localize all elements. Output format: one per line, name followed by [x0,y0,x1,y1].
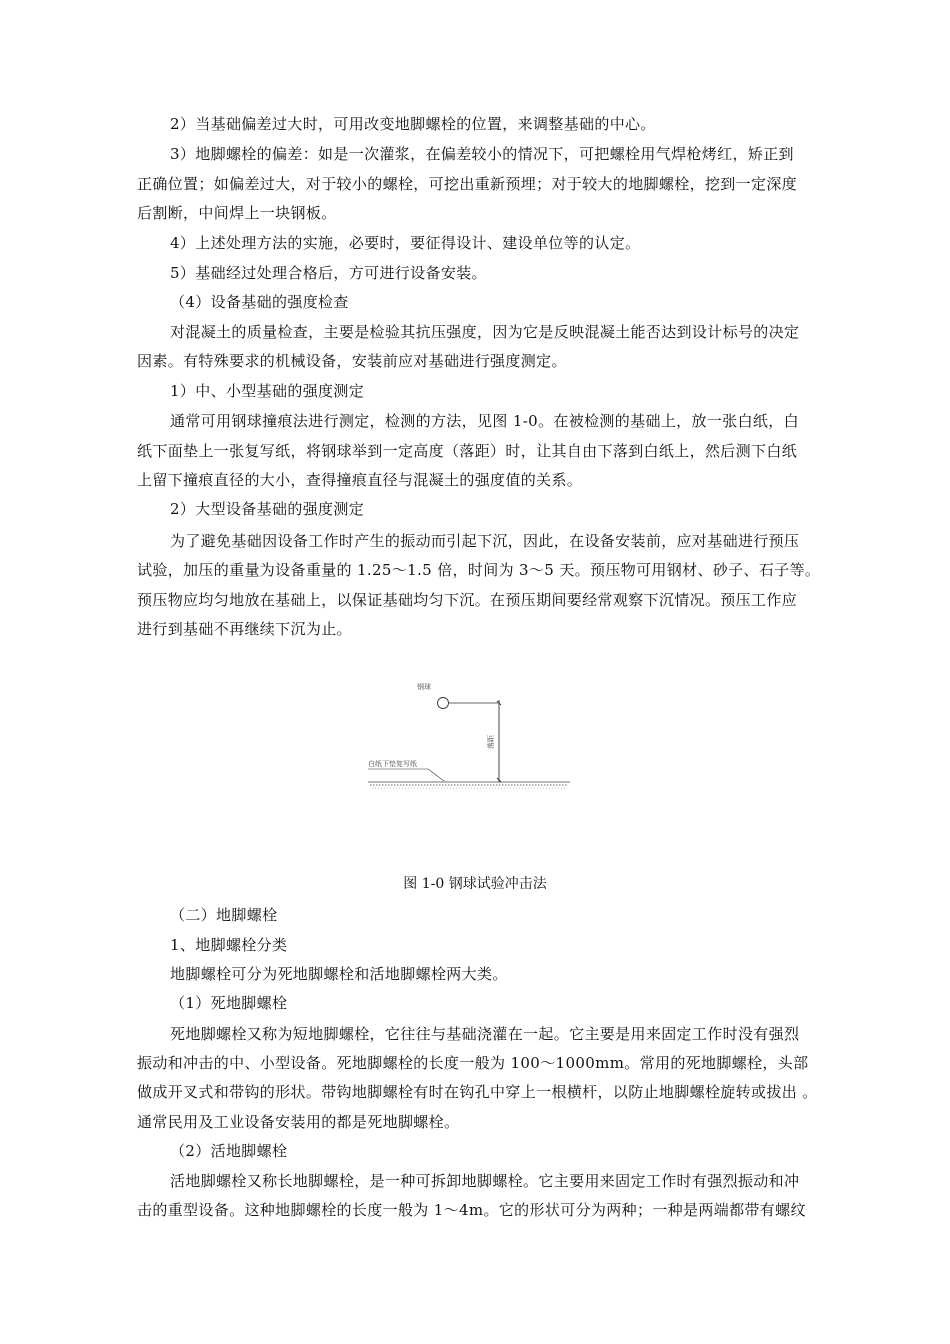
paragraph-line: 通常可用钢球撞痕法进行测定，检测的方法，见图 1-0。在被检测的基础上，放一张白纸，白 [170,412,799,430]
paragraph-line: 做成开叉式和带钩的形状。带钩地脚螺栓有时在钩孔中穿上一根横杆，以防止地脚螺栓旋转或拔出 。 [137,1083,818,1101]
paragraph-line: 死地脚螺栓又称为短地脚螺栓，它往往与基础浇灌在一起。它主要是用来固定工作时没有强烈 [170,1025,800,1043]
paragraph-line: 为了避免基础因设备工作时产生的振动而引起下沉，因此，在设备安装前，应对基础进行预压 [170,532,800,550]
paragraph-line: 3）地脚螺栓的偏差：如是一次灌浆，在偏差较小的情况下，可把螺栓用气焊枪烤红，矫正到 [170,145,794,163]
section-heading: （1）死地脚螺栓 [170,994,288,1012]
paragraph-line: 上留下撞痕直径的大小，查得撞痕直径与混凝土的强度值的关系。 [137,471,583,489]
paragraph-line: 地脚螺栓可分为死地脚螺栓和活地脚螺栓两大类。 [170,965,508,983]
paragraph-line: 试验，加压的重量为设备重量的 1.25～1.5 倍，时间为 3～5 天。预压物可用钢材、砂子、石子等。 [137,561,821,579]
steel-ball-test-figure [360,670,575,800]
paragraph-line: 对混凝土的质量检查，主要是检验其抗压强度，因为它是反映混凝土能否达到设计标号的决定 [170,323,800,341]
paragraph-line: 预压物应均匀地放在基础上，以保证基础均匀下沉。在预压期间要经常观察下沉情况。预压工作应 [137,591,798,609]
paragraph-line: 活地脚螺栓又称长地脚螺栓，是一种可拆卸地脚螺栓。它主要用来固定工作时有强烈振动和冲 [170,1172,800,1190]
paragraph-line: 4）上述处理方法的实施，必要时，要征得设计、建设单位等的认定。 [170,234,641,252]
steel-ball-icon [438,698,449,709]
paragraph-line: 击的重型设备。这种地脚螺栓的长度一般为 1～4m。它的形状可分为两种；一种是两端都带有螺纹 [137,1201,806,1219]
paragraph-line: 纸下面垫上一张复写纸，将钢球举到一定高度（落距）时，让其自由下落到白纸上，然后测下白纸 [137,442,798,460]
paragraph-line: 通常民用及工业设备安装用的都是死地脚螺栓。 [137,1113,460,1131]
paper-label: 白纸下垫复写纸 [368,760,417,768]
section-heading: 2）大型设备基础的强度测定 [170,500,365,518]
section-heading: 1、地脚螺栓分类 [170,936,288,954]
section-heading: （4）设备基础的强度检查 [170,293,349,311]
paragraph-line: 因素。有特殊要求的机械设备，安装前应对基础进行强度测定。 [137,352,567,370]
paragraph-line: 5）基础经过处理合格后，方可进行设备安装。 [170,264,487,282]
paragraph-line: 后割断，中间焊上一块钢板。 [137,204,337,222]
paragraph-line: 正确位置；如偏差过大，对于较小的螺栓，可挖出重新预埋；对于较大的地脚螺栓，挖到一定深度 [137,175,798,193]
drop-height-label: 落距 [487,735,495,749]
section-heading: （2）活地脚螺栓 [170,1142,288,1160]
section-heading: 1）中、小型基础的强度测定 [170,382,365,400]
figure-caption: 图 1-0 钢球试验冲击法 [403,876,547,892]
ball-label: 钢球 [417,683,431,691]
section-heading: （二）地脚螺栓 [170,906,278,924]
paragraph-line: 振动和冲击的中、小型设备。死地脚螺栓的长度一般为 100～1000mm。常用的死地脚螺栓，头部 [137,1054,809,1072]
paragraph-line: 2）当基础偏差过大时，可用改变地脚螺栓的位置，来调整基础的中心。 [170,115,656,133]
leader-pointer-line [428,769,444,781]
paragraph-line: 进行到基础不再继续下沉为止。 [137,620,352,638]
